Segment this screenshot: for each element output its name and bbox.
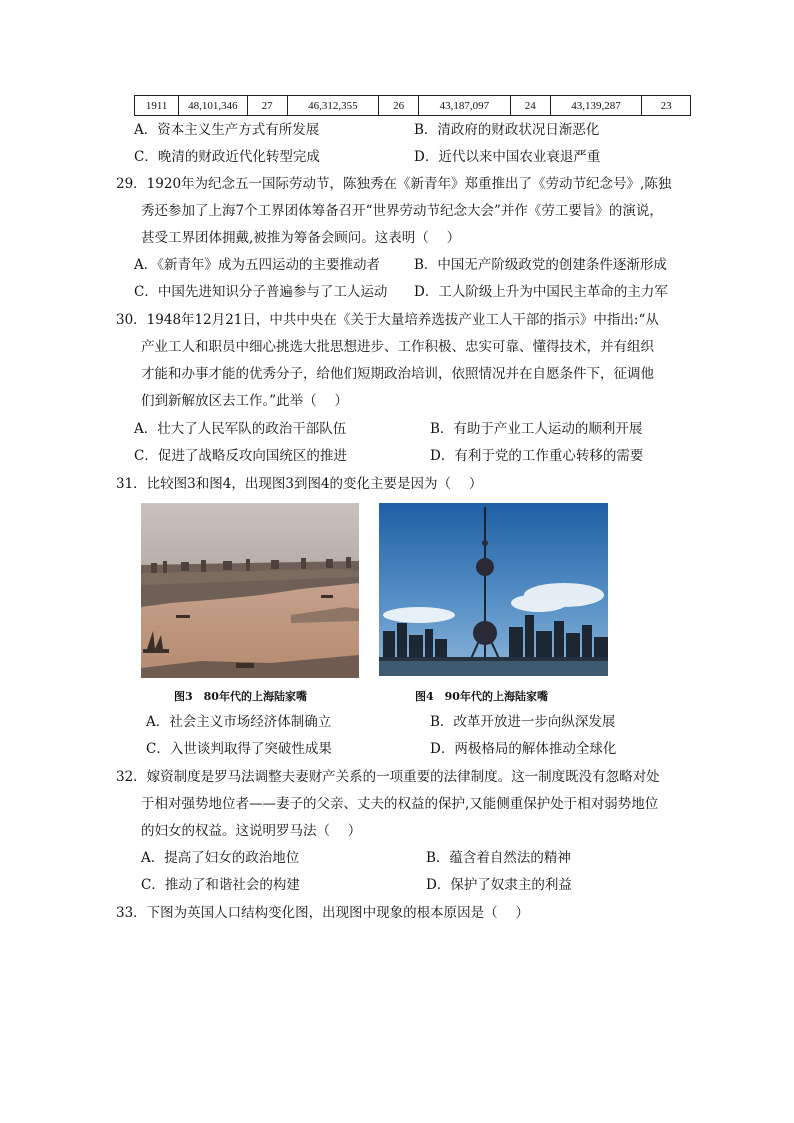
q31-option-b: B．改革开放进一步向纵深发展 bbox=[430, 714, 616, 730]
figure4-photo bbox=[379, 503, 608, 676]
table-cell: 24 bbox=[510, 96, 550, 116]
q29-stem-line1: 29．1920年为纪念五一国际劳动节，陈独秀在《新青年》郑重推出了《劳动节纪念号》,陈独 bbox=[116, 176, 672, 192]
q30-stem-line3: 才能和办事才能的优秀分子，给他们短期政治培训，依照情况并在自愿条件下，征调他 bbox=[141, 366, 654, 382]
q29-stem-line3: 甚受工界团体拥戴,被推为筹备会顾问。这表明（ ） bbox=[141, 230, 461, 246]
q33-stem-line1: 33．下图为英国人口结构变化图，出现图中现象的根本原因是（ ） bbox=[116, 905, 529, 921]
q32-option-c: C．推动了和谐社会的构建 bbox=[141, 877, 300, 893]
q28-option-d: D．近代以来中国农业衰退严重 bbox=[414, 149, 601, 165]
q31-option-d: D．两极格局的解体推动全球化 bbox=[430, 741, 617, 757]
q31-option-c: C．入世谈判取得了突破性成果 bbox=[146, 741, 332, 757]
q28-option-b: B．清政府的财政状况日渐恶化 bbox=[414, 122, 600, 138]
q29-option-b: B．中国无产阶级政党的创建条件逐渐形成 bbox=[414, 257, 667, 273]
table-row bbox=[135, 96, 691, 116]
q29-option-a: A．《新青年》成为五四运动的主要推动者 bbox=[134, 257, 380, 273]
q29-option-d: D．工人阶级上升为中国民主革命的主力军 bbox=[414, 284, 668, 300]
table-cell: 48,101,346 bbox=[179, 96, 247, 116]
q30-option-a: A．壮大了人民军队的政治干部队伍 bbox=[134, 421, 347, 437]
figure4-caption: 图4 90年代的上海陆家嘴 bbox=[415, 690, 548, 703]
q30-stem-line2: 产业工人和职员中细心挑选大批思想进步、工作积极、忠实可靠、懂得技术，并有组织 bbox=[141, 339, 654, 355]
q32-stem-line2: 于相对强势地位者——妻子的父亲、丈夫的权益的保护,又能侧重保护处于相对弱势地位 bbox=[141, 796, 659, 812]
q29-option-c: C．中国先进知识分子普遍参与了工人运动 bbox=[134, 284, 388, 300]
q30-option-d: D．有利于党的工作重心转移的需要 bbox=[430, 448, 644, 464]
q30-stem-line1: 30．1948年12月21日，中共中央在《关于大量培养选拔产业工人干部的指示》中指出:“从 bbox=[116, 312, 659, 328]
q28-option-a: A．资本主义生产方式有所发展 bbox=[134, 122, 320, 138]
figure3-photo bbox=[141, 503, 359, 678]
table-cell: 46,312,355 bbox=[287, 96, 379, 116]
q32-stem-line3: 的妇女的权益。这说明罗马法（ ） bbox=[141, 823, 362, 839]
q28-option-c: C．晚清的财政近代化转型完成 bbox=[134, 149, 320, 165]
q32-option-b: B．蕴含着自然法的精神 bbox=[426, 850, 571, 866]
q30-option-b: B．有助于产业工人运动的顺利开展 bbox=[430, 421, 643, 437]
q32-option-a: A．提高了妇女的政治地位 bbox=[141, 850, 300, 866]
q31-stem-line1: 31．比较图3和图4，出现图3到图4的变化主要是因为（ ） bbox=[116, 476, 483, 492]
table-cell: 43,187,097 bbox=[419, 96, 511, 116]
q30-option-c: C．促进了战略反攻向国统区的推进 bbox=[134, 448, 347, 464]
table-cell: 43,139,287 bbox=[550, 96, 642, 116]
q32-option-d: D．保护了奴隶主的利益 bbox=[426, 877, 572, 893]
figure3-caption: 图3 80年代的上海陆家嘴 bbox=[174, 690, 307, 703]
table-cell: 23 bbox=[642, 96, 691, 116]
q29-stem-line2: 秀还参加了上海7个工界团体筹备召开“世界劳动节纪念大会”并作《劳工要旨》的演说， bbox=[141, 203, 663, 219]
q31-option-a: A．社会主义市场经济体制确立 bbox=[146, 714, 332, 730]
q32-stem-line1: 32．嫁资制度是罗马法调整夫妻财产关系的一项重要的法律制度。这一制度既没有忽略对处 bbox=[116, 769, 660, 785]
table-cell: 26 bbox=[379, 96, 419, 116]
table-cell: 1911 bbox=[135, 96, 179, 116]
q30-stem-line4: 们到新解放区去工作。”此举（ ） bbox=[141, 393, 348, 409]
table-cell: 27 bbox=[247, 96, 287, 116]
data-table bbox=[134, 95, 691, 116]
